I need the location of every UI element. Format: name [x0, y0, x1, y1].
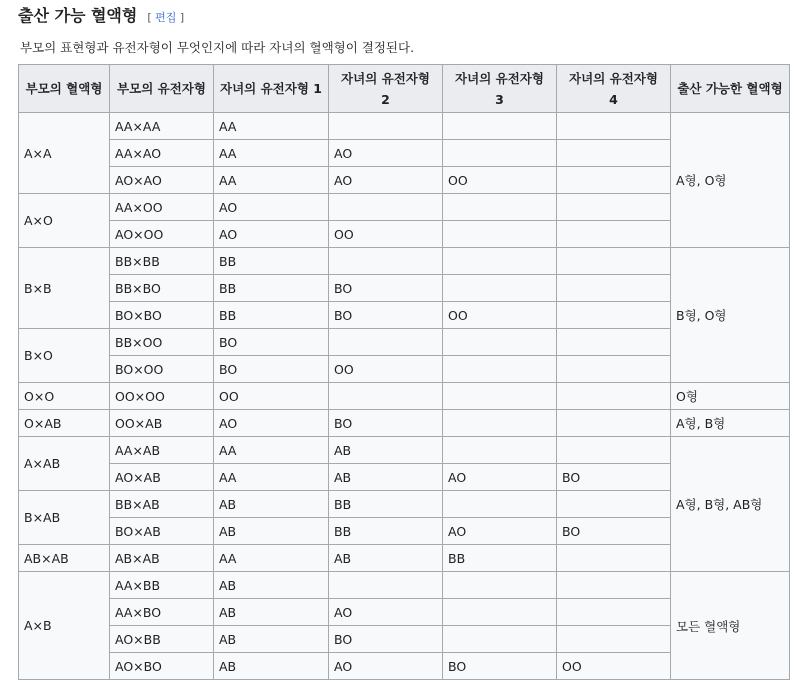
parent-genotype-cell: OO×OO [110, 383, 214, 410]
column-header: 출산 가능한 혈액형 [671, 65, 790, 113]
parent-phenotype-cell: AB×AB [19, 545, 110, 572]
child-genotype-1-cell: BB [214, 302, 329, 329]
child-genotype-1-cell: BB [214, 248, 329, 275]
section-heading-row [18, 6, 790, 34]
child-genotype-3-cell [443, 383, 557, 410]
child-genotype-4-cell [557, 140, 671, 167]
child-genotype-4-cell [557, 329, 671, 356]
child-genotype-1-cell: BO [214, 329, 329, 356]
parent-phenotype-cell: A×A [19, 113, 110, 194]
parent-genotype-cell: AO×OO [110, 221, 214, 248]
parent-genotype-cell: AA×BB [110, 572, 214, 599]
child-genotype-1-cell: BO [214, 356, 329, 383]
child-genotype-1-cell: BB [214, 275, 329, 302]
parent-genotype-cell: AA×OO [110, 194, 214, 221]
parent-genotype-cell: BB×BO [110, 275, 214, 302]
column-header: 자녀의 유전자형 4 [557, 65, 671, 113]
child-genotype-3-cell [443, 356, 557, 383]
child-genotype-3-cell [443, 572, 557, 599]
table-row [19, 113, 790, 140]
parent-genotype-cell: OO×AB [110, 410, 214, 437]
child-genotype-4-cell [557, 113, 671, 140]
child-genotype-4-cell: BO [557, 464, 671, 491]
child-genotype-2-cell: OO [329, 356, 443, 383]
child-genotype-2-cell: AO [329, 599, 443, 626]
parent-phenotype-cell: A×AB [19, 437, 110, 491]
child-genotype-4-cell [557, 194, 671, 221]
column-header: 자녀의 유전자형 2 [329, 65, 443, 113]
child-genotype-3-cell: AO [443, 464, 557, 491]
column-header: 부모의 유전자형 [110, 65, 214, 113]
possible-blood-types-cell: B형, O형 [671, 248, 790, 383]
possible-blood-types-cell: O형 [671, 383, 790, 410]
parent-genotype-cell: AA×AO [110, 140, 214, 167]
child-genotype-4-cell [557, 572, 671, 599]
column-header: 자녀의 유전자형 1 [214, 65, 329, 113]
child-genotype-4-cell [557, 275, 671, 302]
child-genotype-2-cell: BB [329, 518, 443, 545]
parent-phenotype-cell: B×B [19, 248, 110, 329]
parent-genotype-cell: BO×BO [110, 302, 214, 329]
child-genotype-3-cell [443, 140, 557, 167]
child-genotype-2-cell: OO [329, 221, 443, 248]
child-genotype-2-cell [329, 329, 443, 356]
child-genotype-1-cell: AO [214, 410, 329, 437]
child-genotype-3-cell [443, 329, 557, 356]
child-genotype-1-cell: AA [214, 113, 329, 140]
child-genotype-2-cell [329, 113, 443, 140]
child-genotype-2-cell: AO [329, 167, 443, 194]
child-genotype-3-cell [443, 626, 557, 653]
child-genotype-2-cell [329, 572, 443, 599]
table-row [19, 437, 790, 464]
child-genotype-1-cell: AA [214, 545, 329, 572]
child-genotype-1-cell: AA [214, 167, 329, 194]
child-genotype-3-cell [443, 599, 557, 626]
child-genotype-2-cell: BO [329, 410, 443, 437]
possible-blood-types-cell: 모든 혈액형 [671, 572, 790, 680]
table-row [19, 572, 790, 599]
child-genotype-3-cell [443, 221, 557, 248]
parent-genotype-cell: AA×AA [110, 113, 214, 140]
child-genotype-3-cell [443, 275, 557, 302]
child-genotype-3-cell [443, 113, 557, 140]
child-genotype-3-cell: BO [443, 653, 557, 680]
child-genotype-1-cell: AB [214, 491, 329, 518]
child-genotype-2-cell [329, 194, 443, 221]
table-row [19, 248, 790, 275]
parent-genotype-cell: BO×AB [110, 518, 214, 545]
table-row [19, 410, 790, 437]
section-description: 부모의 표현형과 유전자형이 무엇인지에 따라 자녀의 혈액형이 결정된다. [20, 40, 415, 55]
child-genotype-2-cell [329, 248, 443, 275]
child-genotype-3-cell [443, 410, 557, 437]
child-genotype-2-cell: AB [329, 545, 443, 572]
child-genotype-4-cell: OO [557, 653, 671, 680]
child-genotype-3-cell: BB [443, 545, 557, 572]
parent-genotype-cell: AB×AB [110, 545, 214, 572]
parent-phenotype-cell: A×B [19, 572, 110, 680]
child-genotype-3-cell: OO [443, 167, 557, 194]
child-genotype-4-cell [557, 302, 671, 329]
child-genotype-2-cell: BO [329, 275, 443, 302]
child-genotype-2-cell: AO [329, 140, 443, 167]
parent-genotype-cell: AO×BO [110, 653, 214, 680]
child-genotype-3-cell [443, 437, 557, 464]
child-genotype-4-cell [557, 221, 671, 248]
parent-phenotype-cell: A×O [19, 194, 110, 248]
child-genotype-1-cell: AB [214, 518, 329, 545]
parent-phenotype-cell: B×O [19, 329, 110, 383]
child-genotype-1-cell: AO [214, 221, 329, 248]
edit-link[interactable]: 편집 [155, 11, 177, 24]
table-row [19, 383, 790, 410]
child-genotype-1-cell: AA [214, 464, 329, 491]
child-genotype-3-cell [443, 491, 557, 518]
child-genotype-1-cell: AB [214, 599, 329, 626]
parent-phenotype-cell: B×AB [19, 491, 110, 545]
child-genotype-1-cell: OO [214, 383, 329, 410]
child-genotype-4-cell [557, 167, 671, 194]
parent-genotype-cell: BO×OO [110, 356, 214, 383]
child-genotype-2-cell: AB [329, 437, 443, 464]
parent-genotype-cell: BB×AB [110, 491, 214, 518]
child-genotype-2-cell: AB [329, 464, 443, 491]
table-body [19, 113, 790, 680]
column-header: 자녀의 유전자형 3 [443, 65, 557, 113]
child-genotype-4-cell [557, 437, 671, 464]
child-genotype-4-cell [557, 491, 671, 518]
edit-section [147, 9, 184, 25]
edit-bracket-close: ] [179, 11, 185, 24]
child-genotype-4-cell [557, 356, 671, 383]
child-genotype-4-cell [557, 626, 671, 653]
header-row [19, 65, 790, 113]
possible-blood-types-cell: A형, B형 [671, 410, 790, 437]
child-genotype-1-cell: AA [214, 437, 329, 464]
column-header: 부모의 혈액형 [19, 65, 110, 113]
child-genotype-1-cell: AO [214, 194, 329, 221]
child-genotype-2-cell: AO [329, 653, 443, 680]
child-genotype-1-cell: AB [214, 653, 329, 680]
child-genotype-4-cell [557, 545, 671, 572]
child-genotype-2-cell: BB [329, 491, 443, 518]
parent-genotype-cell: AO×AB [110, 464, 214, 491]
possible-blood-types-cell: A형, B형, AB형 [671, 437, 790, 572]
child-genotype-3-cell: AO [443, 518, 557, 545]
edit-bracket-open: [ [147, 11, 152, 24]
child-genotype-2-cell: BO [329, 302, 443, 329]
child-genotype-4-cell [557, 410, 671, 437]
child-genotype-2-cell [329, 383, 443, 410]
parent-genotype-cell: AO×AO [110, 167, 214, 194]
parent-genotype-cell: AA×BO [110, 599, 214, 626]
parent-genotype-cell: AA×AB [110, 437, 214, 464]
child-genotype-1-cell: AB [214, 626, 329, 653]
possible-blood-types-cell: A형, O형 [671, 113, 790, 248]
child-genotype-1-cell: AA [214, 140, 329, 167]
child-genotype-4-cell: BO [557, 518, 671, 545]
child-genotype-1-cell: AB [214, 572, 329, 599]
child-genotype-4-cell [557, 248, 671, 275]
child-genotype-4-cell [557, 383, 671, 410]
parent-phenotype-cell: O×O [19, 383, 110, 410]
child-genotype-2-cell: BO [329, 626, 443, 653]
parent-phenotype-cell: O×AB [19, 410, 110, 437]
child-genotype-4-cell [557, 599, 671, 626]
child-genotype-3-cell [443, 194, 557, 221]
section-title: 출산 가능 혈액형 [18, 6, 138, 25]
blood-type-table [18, 64, 790, 680]
parent-genotype-cell: BB×BB [110, 248, 214, 275]
child-genotype-3-cell: OO [443, 302, 557, 329]
child-genotype-3-cell [443, 248, 557, 275]
parent-genotype-cell: BB×OO [110, 329, 214, 356]
parent-genotype-cell: AO×BB [110, 626, 214, 653]
